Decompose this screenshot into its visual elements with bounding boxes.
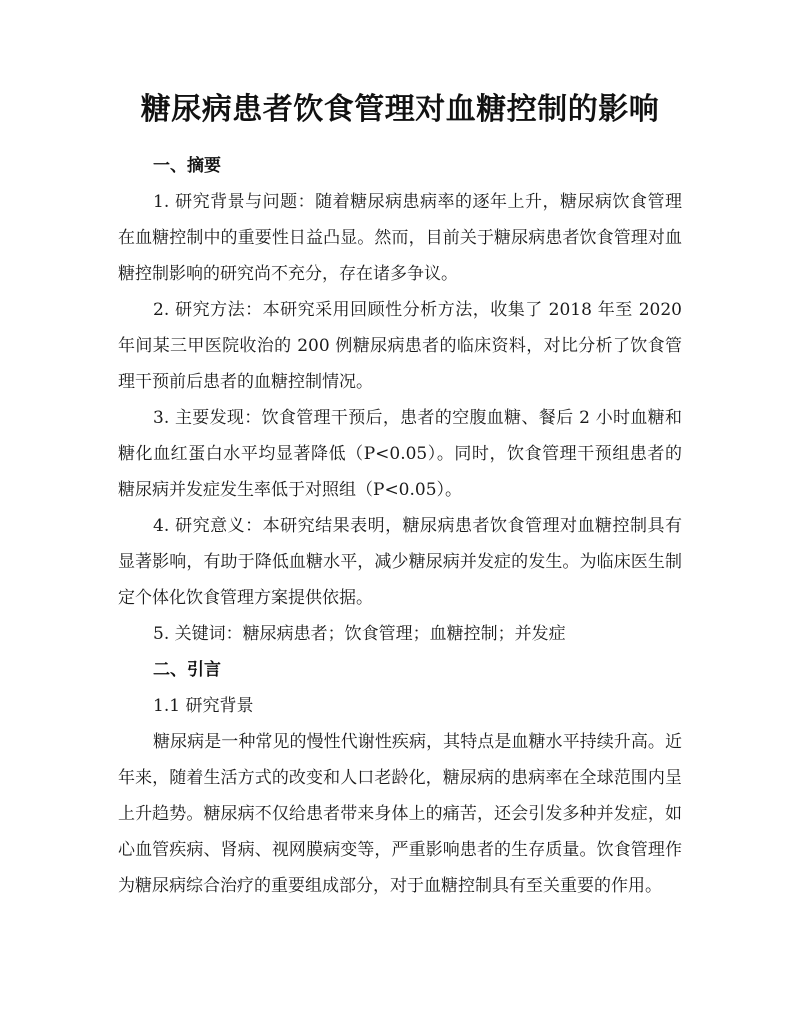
introduction-paragraph: 糖尿病是一种常见的慢性代谢性疾病，其特点是血糖水平持续升高。近年来，随着生活方式的改变和人口老龄化，糖尿病的患病率在全球范围内呈上升趋势。糖尿病不仅给患者带来身体上的痛苦，还会引发多种并发症，如心血管疾病、肾病、视网膜病变等，严重影响患者的生存质量。饮食管理作为糖尿病综合治疗的重要组成部分，对于血糖控制具有至关重要的作用。 xyxy=(118,732,682,896)
section-heading-introduction: 二、引言 xyxy=(153,660,221,680)
abstract-paragraph-background: 1. 研究背景与问题：随着糖尿病患病率的逐年上升，糖尿病饮食管理在血糖控制中的重要性日益凸显。然而，目前关于糖尿病患者饮食管理对血糖控制影响的研究尚不充分，存在诸多争议。 xyxy=(118,192,682,284)
subheading-research-background: 1.1 研究背景 xyxy=(153,696,254,716)
abstract-paragraph-methods: 2. 研究方法：本研究采用回顾性分析方法，收集了 2018 年至 2020 年间某三甲医院收治的 200 例糖尿病患者的临床资料，对比分析了饮食管理干预前后患者的血糖控制情况。 xyxy=(118,300,682,392)
section-heading-abstract: 一、摘要 xyxy=(153,156,221,176)
abstract-section xyxy=(118,148,682,652)
abstract-paragraph-significance: 4. 研究意义：本研究结果表明，糖尿病患者饮食管理对血糖控制具有显著影响，有助于降低血糖水平，减少糖尿病并发症的发生。为临床医生制定个体化饮食管理方案提供依据。 xyxy=(118,516,682,608)
abstract-paragraph-keywords: 5. 关键词：糖尿病患者；饮食管理；血糖控制；并发症 xyxy=(153,624,566,644)
introduction-section xyxy=(118,652,682,904)
abstract-paragraph-findings: 3. 主要发现：饮食管理干预后，患者的空腹血糖、餐后 2 小时血糖和糖化血红蛋白水平均显著降低（P<0.05）。同时，饮食管理干预组患者的糖尿病并发症发生率低于对照组（P<0.05）。 xyxy=(118,408,682,500)
document-title: 糖尿病患者饮食管理对血糖控制的影响 xyxy=(140,92,660,127)
